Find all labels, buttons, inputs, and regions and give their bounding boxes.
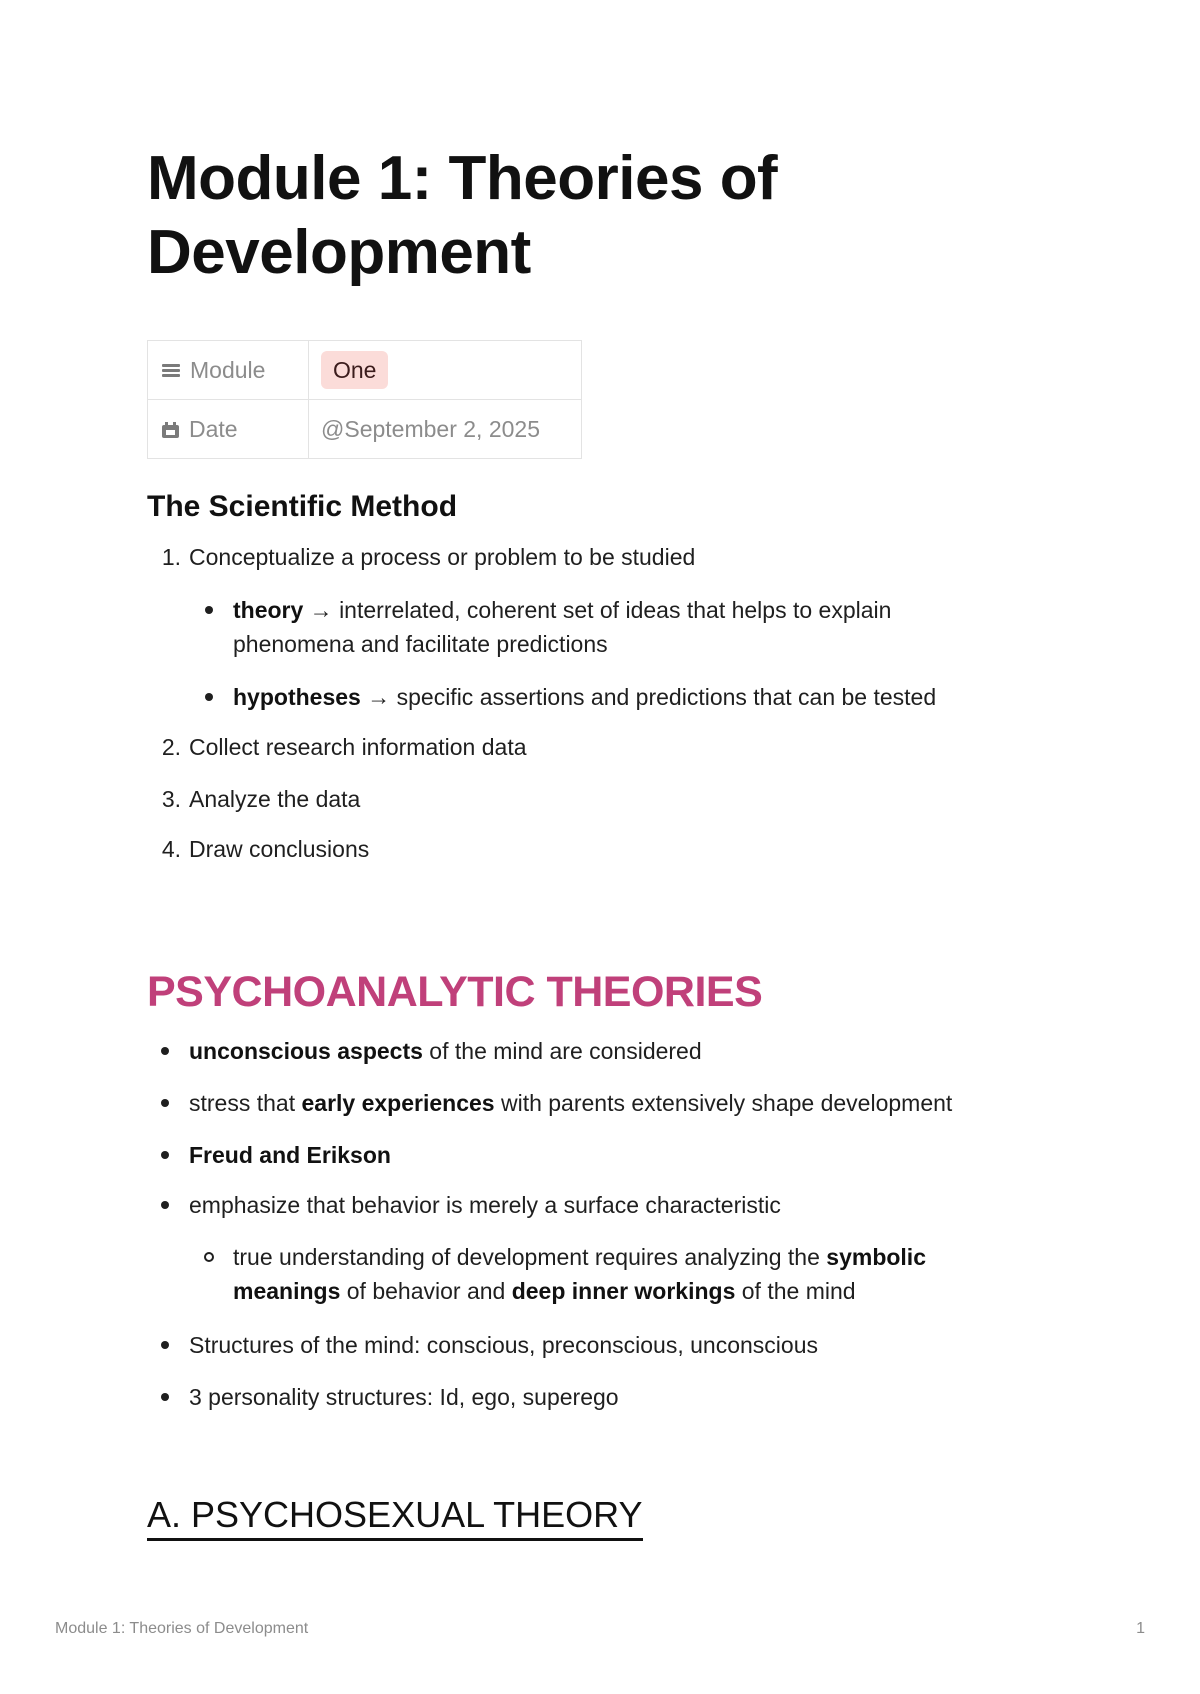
page-title: Module 1: Theories of Development (147, 144, 778, 287)
property-value-module[interactable] (309, 341, 582, 400)
bullet-icon (205, 693, 213, 701)
term-theory: theory (233, 597, 304, 623)
list-item-text: Analyze the data (189, 786, 361, 812)
module-tag[interactable]: One (321, 351, 388, 389)
section-heading-scientific-method: The Scientific Method (147, 490, 458, 523)
bullet-icon (161, 1099, 169, 1107)
list-item-text: Conceptualize a process or problem to be studied (189, 544, 696, 570)
list-item-text: emphasize that behavior is merely a surface characteristic (189, 1192, 781, 1218)
term-definition: → interrelated, coherent set of ideas that helps to explain phenomena and facilitate predictions (233, 597, 892, 657)
footer-doc-title: Module 1: Theories of Development (55, 1620, 309, 1637)
list-number: 2. (161, 734, 181, 760)
list-item-text: Structures of the mind: conscious, preconscious, unconscious (189, 1332, 818, 1358)
list-item-text: Freud and Erikson (189, 1142, 391, 1168)
term-definition: → specific assertions and predictions that can be tested (360, 684, 937, 710)
property-label-date: Date (189, 415, 238, 442)
list-item-text: Collect research information data (189, 734, 527, 760)
property-value-date[interactable] (309, 400, 582, 459)
property-key-date (148, 400, 309, 459)
list-item-text: 3 personality structures: Id, ego, superego (189, 1384, 619, 1410)
bullet-icon (161, 1151, 169, 1159)
term-hypotheses: hypotheses (233, 684, 361, 710)
property-label-module: Module (190, 356, 266, 383)
calendar-icon (162, 422, 179, 438)
section-heading-psychosexual: A. PSYCHOSEXUAL THEORY (147, 1494, 643, 1541)
list-item-text (233, 680, 1067, 714)
bullet-icon (161, 1393, 169, 1401)
bullet-icon (161, 1201, 169, 1209)
section-heading-psychoanalytic: PSYCHOANALYTIC THEORIES (147, 968, 763, 1016)
footer-page-number: 1 (1136, 1620, 1145, 1637)
list-item-text: unconscious aspects of the mind are considered (189, 1038, 702, 1064)
list-icon (162, 361, 180, 379)
properties-table (147, 340, 582, 459)
property-key-module (148, 341, 309, 400)
list-number: 3. (161, 786, 181, 812)
list-item-text: Draw conclusions (189, 836, 370, 862)
property-row-module (148, 341, 582, 400)
property-row-date (148, 400, 582, 459)
hollow-bullet-icon (204, 1252, 214, 1262)
list-number: 1. (161, 544, 181, 570)
list-item-text (233, 593, 993, 661)
bullet-icon (161, 1341, 169, 1349)
bullet-icon (205, 606, 213, 614)
bullet-icon (161, 1047, 169, 1055)
date-value[interactable]: @September 2, 2025 (321, 415, 540, 442)
list-number: 4. (161, 836, 181, 862)
list-item-text: true understanding of development requires analyzing the symbolic meanings of behavior and deep inner workings of the mind (233, 1244, 926, 1304)
list-item-text: stress that early experiences with parents extensively shape development (189, 1090, 953, 1116)
